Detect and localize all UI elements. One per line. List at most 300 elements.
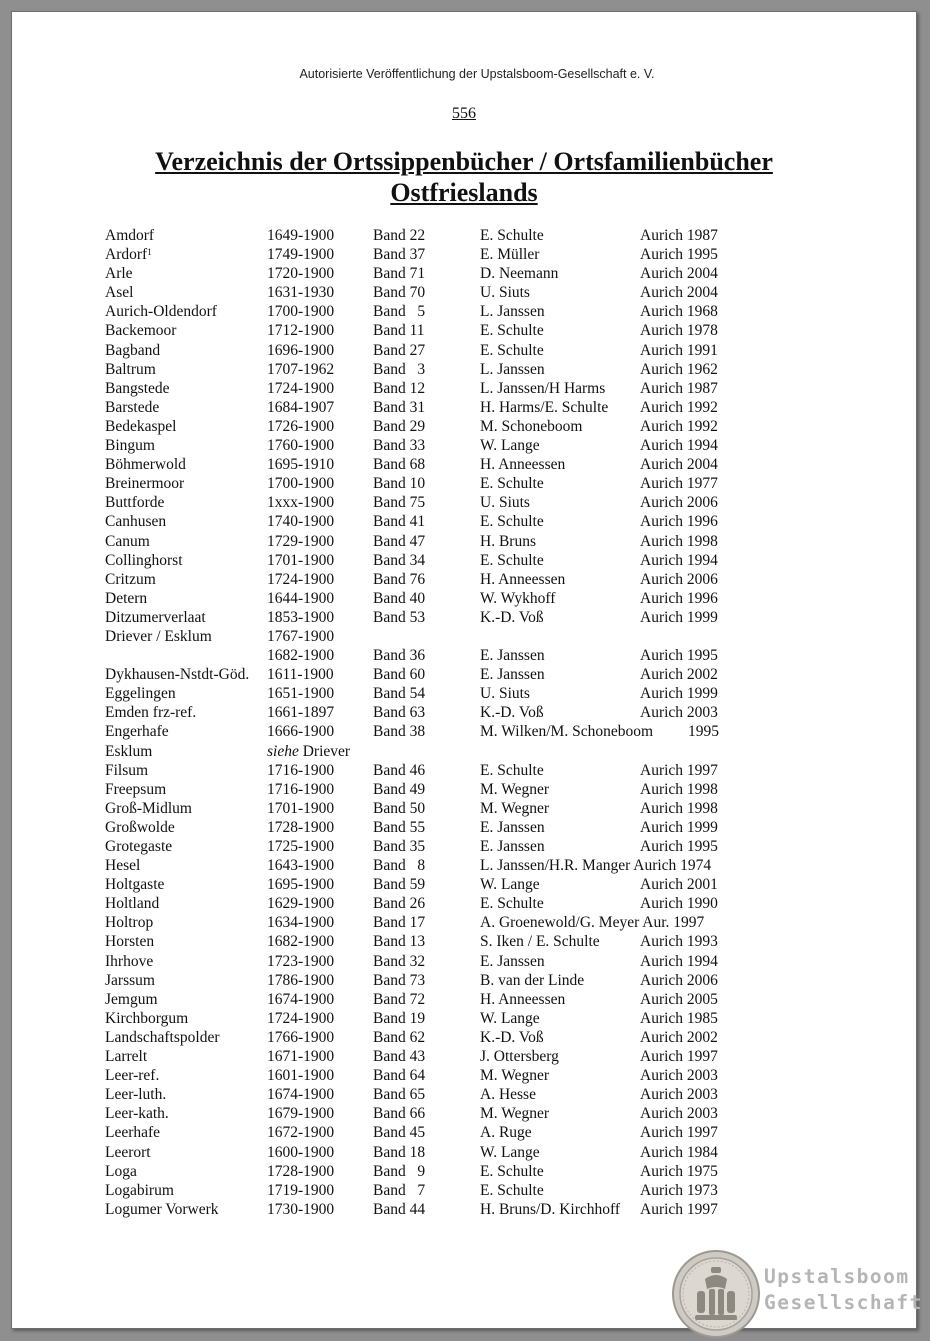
place-text: Emden frz-ref. bbox=[105, 704, 197, 722]
band-number: Band 3 bbox=[373, 360, 426, 378]
publication: Aurich 1997 bbox=[640, 761, 718, 779]
place-name bbox=[105, 321, 176, 340]
place-text: Bingum bbox=[105, 437, 155, 455]
place-text: Ardorf bbox=[105, 246, 148, 264]
table-row bbox=[105, 417, 825, 436]
years-range: 1679-1900 bbox=[267, 1105, 335, 1123]
publication: Aurich 2005 bbox=[640, 990, 718, 1008]
author: E. Schulte bbox=[480, 761, 544, 779]
years-range: 1672-1900 bbox=[267, 1124, 335, 1142]
author: E. Schulte bbox=[480, 1162, 544, 1180]
years-range: 1644-1900 bbox=[267, 589, 335, 607]
publication: 1995 bbox=[688, 723, 719, 741]
author: S. Iken / E. Schulte bbox=[480, 933, 600, 951]
publication: Aurich 1994 bbox=[640, 437, 718, 455]
band-number: Band 75 bbox=[373, 494, 426, 512]
place-name bbox=[105, 264, 133, 283]
band-number: Band 47 bbox=[373, 532, 426, 550]
author: U. Siuts bbox=[480, 685, 530, 703]
see-target: Driever bbox=[298, 742, 351, 760]
publication: Aurich 1999 bbox=[640, 685, 718, 703]
band-number: Band 70 bbox=[373, 284, 426, 302]
place-name bbox=[105, 837, 172, 856]
years-range: 1684-1907 bbox=[267, 398, 335, 416]
place-text: Filsum bbox=[105, 761, 149, 779]
author: E. Janssen bbox=[480, 666, 545, 684]
publication: Aurich 1991 bbox=[640, 341, 718, 359]
publication: Aurich 2004 bbox=[640, 265, 718, 283]
place-name bbox=[105, 245, 152, 264]
place-text: Ihrhove bbox=[105, 952, 154, 970]
place-name bbox=[105, 589, 147, 608]
author: U. Siuts bbox=[480, 284, 530, 302]
table-row bbox=[105, 894, 825, 913]
author: U. Siuts bbox=[480, 494, 530, 512]
band-number: Band 37 bbox=[373, 246, 426, 264]
table-row bbox=[105, 703, 825, 722]
place-text: Engerhafe bbox=[105, 723, 169, 741]
place-name bbox=[105, 283, 133, 302]
place-text: Leer-ref. bbox=[105, 1067, 160, 1085]
author: M. Wilken/M. Schoneboom bbox=[480, 723, 654, 741]
years-range: 1674-1900 bbox=[267, 990, 335, 1008]
table-row bbox=[105, 226, 825, 245]
place-name bbox=[105, 1143, 151, 1162]
table-row bbox=[105, 837, 825, 856]
years-range: 1786-1900 bbox=[267, 971, 335, 989]
years-range: 1749-1900 bbox=[267, 246, 335, 264]
place-text: Leer-kath. bbox=[105, 1105, 169, 1123]
table-row bbox=[105, 684, 825, 703]
publication: Aurich 2002 bbox=[640, 666, 718, 684]
band-number: Band 13 bbox=[373, 933, 426, 951]
publication: Aurich 2004 bbox=[640, 284, 718, 302]
years-range: 1649-1900 bbox=[267, 227, 335, 244]
place-name bbox=[105, 780, 166, 799]
band-number: Band 36 bbox=[373, 647, 426, 665]
title-line-2: Ostfrieslands bbox=[390, 178, 538, 207]
place-text: Freepsum bbox=[105, 780, 167, 798]
band-number: Band 38 bbox=[373, 723, 426, 741]
author: D. Neemann bbox=[480, 265, 559, 283]
place-text: Kirchborgum bbox=[105, 1009, 189, 1027]
table-row bbox=[105, 875, 825, 894]
band-number: Band 43 bbox=[373, 1048, 426, 1066]
place-name bbox=[105, 570, 156, 589]
place-text: Detern bbox=[105, 589, 148, 607]
place-text: Esklum bbox=[105, 742, 153, 760]
place-name bbox=[105, 417, 176, 436]
years-range: 1716-1900 bbox=[267, 780, 335, 798]
table-row bbox=[105, 742, 825, 761]
publication: Aurich 1992 bbox=[640, 398, 718, 416]
place-name bbox=[105, 1104, 169, 1123]
table-row bbox=[105, 1028, 825, 1047]
table-row bbox=[105, 570, 825, 589]
publication: Aurich 1978 bbox=[640, 322, 718, 340]
place-text: Critzum bbox=[105, 570, 156, 588]
author: W. Lange bbox=[480, 876, 540, 894]
years-range: 1716-1900 bbox=[267, 761, 335, 779]
years-range: 1724-1900 bbox=[267, 379, 335, 397]
band-number: Band 66 bbox=[373, 1105, 426, 1123]
place-name bbox=[105, 436, 155, 455]
band-number: Band 29 bbox=[373, 417, 426, 435]
table-row bbox=[105, 512, 825, 531]
place-name bbox=[105, 856, 140, 875]
author: W. Lange bbox=[480, 1009, 540, 1027]
place-name bbox=[105, 551, 183, 570]
place-text: Grotegaste bbox=[105, 838, 173, 855]
publication: Aurich 2003 bbox=[640, 1067, 718, 1085]
band-number: Band 5 bbox=[373, 303, 426, 321]
author: L. Janssen bbox=[480, 303, 545, 321]
band-number: Band 44 bbox=[373, 1200, 426, 1218]
place-name bbox=[105, 1123, 160, 1142]
table-row bbox=[105, 1085, 825, 1104]
place-text: Eggelingen bbox=[105, 685, 176, 703]
publication: Aurich 1987 bbox=[640, 379, 718, 397]
publication: Aurich 1996 bbox=[640, 589, 718, 607]
band-number: Band 12 bbox=[373, 379, 426, 397]
table-row bbox=[105, 264, 825, 283]
years-range: 1767-1900 bbox=[267, 627, 335, 645]
band-number: Band 22 bbox=[373, 227, 426, 244]
publication: Aurich 2006 bbox=[640, 971, 718, 989]
author: M. Wegner bbox=[480, 1105, 550, 1123]
society-logo-text bbox=[764, 1264, 924, 1316]
publication: Aurich 1995 bbox=[640, 838, 718, 855]
band-number: Band 7 bbox=[373, 1181, 426, 1199]
place-name bbox=[105, 952, 153, 971]
table-row bbox=[105, 436, 825, 455]
place-text: Leerhafe bbox=[105, 1124, 161, 1142]
place-text: Larrelt bbox=[105, 1048, 148, 1066]
place-text: Canum bbox=[105, 532, 150, 550]
publication: Aurich 2004 bbox=[640, 456, 718, 474]
years-range: 1707-1962 bbox=[267, 360, 335, 378]
place-name bbox=[105, 1162, 137, 1181]
page-header: Autorisierte Veröffentlichung der Upstalsboom-Gesellschaft e. V. bbox=[299, 67, 655, 81]
table-row bbox=[105, 474, 825, 493]
band-number: Band 63 bbox=[373, 704, 426, 722]
place-text: Groß-Midlum bbox=[105, 799, 192, 817]
place-name bbox=[105, 722, 169, 741]
place-text: Asel bbox=[105, 284, 134, 302]
table-row bbox=[105, 722, 825, 741]
years-range: 1728-1900 bbox=[267, 1162, 335, 1180]
place-name bbox=[105, 894, 159, 913]
table-row bbox=[105, 932, 825, 951]
publication: Aurich 1997 bbox=[640, 1048, 718, 1066]
publication: Aurich 2002 bbox=[640, 1028, 718, 1046]
table-row bbox=[105, 1047, 825, 1066]
publication: Aurich 2003 bbox=[640, 1086, 718, 1104]
publication: Aurich 1998 bbox=[640, 780, 718, 798]
band-number: Band 68 bbox=[373, 456, 426, 474]
place-text: Böhmerwold bbox=[105, 456, 186, 474]
place-name bbox=[105, 1066, 159, 1085]
band-number: Band 11 bbox=[373, 322, 425, 340]
place-name bbox=[105, 665, 249, 684]
years-range: 1712-1900 bbox=[267, 322, 335, 340]
table-row bbox=[105, 1104, 825, 1123]
table-row bbox=[105, 341, 825, 360]
place-text: Arle bbox=[105, 265, 133, 283]
band-number: Band 55 bbox=[373, 818, 426, 836]
years-range: 1682-1900 bbox=[267, 933, 335, 951]
table-row bbox=[105, 665, 825, 684]
years-range: 1728-1900 bbox=[267, 818, 335, 836]
place-text: Loga bbox=[105, 1162, 137, 1180]
page-title bbox=[12, 146, 916, 208]
table-row bbox=[105, 913, 825, 932]
publication: Aurich 1993 bbox=[640, 933, 718, 951]
publication: Aurich 1995 bbox=[640, 647, 718, 665]
years-range: 1729-1900 bbox=[267, 532, 335, 550]
band-number: Band 45 bbox=[373, 1124, 426, 1142]
publication: Aurich 1994 bbox=[640, 952, 718, 970]
table-row bbox=[105, 780, 825, 799]
publication: Aurich 1962 bbox=[640, 360, 718, 378]
years-range: 1701-1900 bbox=[267, 799, 335, 817]
place-text: Holtland bbox=[105, 895, 160, 913]
author: E. Schulte bbox=[480, 227, 544, 244]
publication: Aurich 2006 bbox=[640, 494, 718, 512]
table-row bbox=[105, 302, 825, 321]
place-text: Bedekaspel bbox=[105, 417, 177, 435]
table-row bbox=[105, 1009, 825, 1028]
table-row bbox=[105, 1200, 825, 1219]
logo-line-2: Gesellschaft bbox=[764, 1291, 923, 1314]
author: E. Schulte bbox=[480, 1181, 544, 1199]
author: A. Ruge bbox=[480, 1124, 532, 1142]
table-row bbox=[105, 608, 825, 627]
years-range: 1719-1900 bbox=[267, 1181, 335, 1199]
table-row bbox=[105, 952, 825, 971]
table-row bbox=[105, 493, 825, 512]
author: W. Lange bbox=[480, 1143, 540, 1161]
publication: Aurich 1990 bbox=[640, 895, 718, 913]
years-range: 1726-1900 bbox=[267, 417, 335, 435]
author: L. Janssen bbox=[480, 360, 545, 378]
band-number: Band 50 bbox=[373, 799, 426, 817]
place-name bbox=[105, 1085, 166, 1104]
author: B. van der Linde bbox=[480, 971, 585, 989]
logo-line-1: Upstalsboom bbox=[764, 1265, 910, 1288]
publication: Aurich 1999 bbox=[640, 818, 718, 836]
place-text: Collinghorst bbox=[105, 551, 183, 569]
author: E. Janssen bbox=[480, 647, 545, 665]
band-number: Band 34 bbox=[373, 551, 426, 569]
publication: Aurich 1995 bbox=[640, 246, 718, 264]
place-text: Dykhausen-Nstdt-Göd. bbox=[105, 666, 250, 684]
years-range: 1629-1900 bbox=[267, 895, 335, 913]
place-text: Baltrum bbox=[105, 360, 156, 378]
table-row bbox=[105, 1162, 825, 1181]
place-name bbox=[105, 684, 176, 703]
author: H. Anneessen bbox=[480, 456, 566, 474]
place-name bbox=[105, 1028, 220, 1047]
author: E. Schulte bbox=[480, 341, 544, 359]
band-number: Band 10 bbox=[373, 475, 426, 493]
title-line-1: Verzeichnis der Ortssippenbücher / Ortsfamilienbücher bbox=[155, 147, 773, 176]
band-number: Band 59 bbox=[373, 876, 426, 894]
place-text: Jarssum bbox=[105, 971, 155, 989]
author: L. Janssen/H.R. Manger Aurich 1974 bbox=[480, 857, 712, 875]
table-row bbox=[105, 379, 825, 398]
table-row bbox=[105, 990, 825, 1009]
band-number: Band 54 bbox=[373, 685, 426, 703]
place-text: Jemgum bbox=[105, 990, 158, 1008]
publication: Aurich 1998 bbox=[640, 532, 718, 550]
author: E. Janssen bbox=[480, 952, 545, 970]
place-name bbox=[105, 532, 150, 551]
place-name bbox=[105, 512, 166, 531]
band-number: Band 73 bbox=[373, 971, 426, 989]
place-name bbox=[105, 341, 160, 360]
table-row bbox=[105, 818, 825, 837]
author: E. Schulte bbox=[480, 895, 544, 913]
band-number: Band 19 bbox=[373, 1009, 426, 1027]
band-number: Band 8 bbox=[373, 857, 426, 875]
years-range: 1671-1900 bbox=[267, 1048, 335, 1066]
seal-icon bbox=[671, 1249, 761, 1339]
publication: Aurich 1997 bbox=[640, 1124, 718, 1142]
table-row bbox=[105, 589, 825, 608]
years-range: 1725-1900 bbox=[267, 838, 335, 855]
band-number: Band 46 bbox=[373, 761, 426, 779]
publication: Aurich 1975 bbox=[640, 1162, 718, 1180]
publication: Aurich 2006 bbox=[640, 570, 718, 588]
publication: Aurich 1999 bbox=[640, 608, 718, 626]
publication: Aurich 2001 bbox=[640, 876, 718, 894]
author: A. Groenewold/G. Meyer Aur. 1997 bbox=[480, 914, 705, 932]
years-range: 1611-1900 bbox=[267, 666, 334, 684]
author: E. Schulte bbox=[480, 475, 544, 493]
place-name bbox=[105, 1047, 147, 1066]
place-text: Leerort bbox=[105, 1143, 151, 1161]
place-text: Großwolde bbox=[105, 818, 175, 836]
years-range: 1643-1900 bbox=[267, 857, 335, 875]
years-range: 1730-1900 bbox=[267, 1200, 335, 1218]
author: E. Janssen bbox=[480, 838, 545, 855]
place-name bbox=[105, 932, 154, 951]
years-range: 1724-1900 bbox=[267, 570, 335, 588]
author: K.-D. Voß bbox=[480, 1028, 544, 1046]
years-range: 1724-1900 bbox=[267, 1009, 335, 1027]
author: H. Anneessen bbox=[480, 990, 566, 1008]
place-name bbox=[105, 703, 196, 722]
place-name bbox=[105, 1181, 174, 1200]
band-number: Band 41 bbox=[373, 513, 426, 531]
years-range: 1760-1900 bbox=[267, 437, 335, 455]
page-number: 556 bbox=[452, 105, 476, 122]
place-text: Holtgaste bbox=[105, 876, 165, 894]
place-text: Logumer Vorwerk bbox=[105, 1200, 219, 1218]
years-range: 1xxx-1900 bbox=[267, 494, 335, 512]
author: W. Wykhoff bbox=[480, 589, 556, 607]
table-row bbox=[105, 856, 825, 875]
table-row bbox=[105, 321, 825, 340]
author: A. Hesse bbox=[480, 1086, 536, 1104]
band-number: Band 17 bbox=[373, 914, 426, 932]
place-text: Ditzumerverlaat bbox=[105, 608, 206, 626]
place-text: Bagband bbox=[105, 341, 161, 359]
table-row bbox=[105, 1066, 825, 1085]
author: K.-D. Voß bbox=[480, 704, 544, 722]
author: M. Wegner bbox=[480, 1067, 550, 1085]
footnote-marker: 1 bbox=[147, 247, 152, 258]
place-text: Logabirum bbox=[105, 1181, 174, 1199]
table-row bbox=[105, 1143, 825, 1162]
publication: Aurich 1973 bbox=[640, 1181, 718, 1199]
table-row bbox=[105, 360, 825, 379]
band-number: Band 32 bbox=[373, 952, 426, 970]
table-row bbox=[105, 971, 825, 990]
author: E. Schulte bbox=[480, 513, 544, 531]
place-text: Buttforde bbox=[105, 494, 165, 512]
band-number: Band 35 bbox=[373, 838, 426, 855]
table-row bbox=[105, 245, 825, 264]
place-text: Bangstede bbox=[105, 379, 170, 397]
band-number: Band 60 bbox=[373, 666, 426, 684]
publication: Aurich 1994 bbox=[640, 551, 718, 569]
place-name bbox=[105, 875, 164, 894]
author: E. Schulte bbox=[480, 551, 544, 569]
place-text: Leer-luth. bbox=[105, 1086, 167, 1104]
place-text: Driever / Esklum bbox=[105, 627, 212, 645]
author: K.-D. Voß bbox=[480, 608, 544, 626]
publication: Aurich 1996 bbox=[640, 513, 718, 531]
place-name bbox=[105, 627, 212, 646]
place-name bbox=[105, 474, 184, 493]
years-range: 1634-1900 bbox=[267, 914, 335, 932]
author: H. Harms/E. Schulte bbox=[480, 398, 609, 416]
band-number: Band 53 bbox=[373, 608, 426, 626]
place-text: Horsten bbox=[105, 933, 155, 951]
years-range: 1682-1900 bbox=[267, 647, 335, 665]
publication: Aurich 1992 bbox=[640, 417, 718, 435]
years-range: 1651-1900 bbox=[267, 685, 335, 703]
place-name bbox=[105, 398, 159, 417]
years-range: 1696-1900 bbox=[267, 341, 335, 359]
table-row bbox=[105, 627, 825, 646]
author: E. Müller bbox=[480, 246, 540, 264]
years-range: 1740-1900 bbox=[267, 513, 335, 531]
see-reference: siehe bbox=[267, 742, 299, 760]
place-text: Backemoor bbox=[105, 322, 177, 340]
band-number: Band 76 bbox=[373, 570, 426, 588]
years-range: 1666-1900 bbox=[267, 723, 335, 741]
publication: Aurich 1968 bbox=[640, 303, 718, 321]
band-number: Band 9 bbox=[373, 1162, 426, 1180]
place-name bbox=[105, 608, 206, 627]
years-range: 1600-1900 bbox=[267, 1143, 335, 1161]
place-text: Landschaftspolder bbox=[105, 1028, 220, 1046]
author: M. Wegner bbox=[480, 780, 550, 798]
place-name bbox=[105, 742, 152, 761]
place-name bbox=[105, 360, 156, 379]
years-range: 1695-1910 bbox=[267, 456, 335, 474]
years-range bbox=[267, 742, 350, 761]
author: E. Janssen bbox=[480, 818, 545, 836]
place-name bbox=[105, 493, 164, 512]
publication: Aurich 1985 bbox=[640, 1009, 718, 1027]
publication: Aurich 2003 bbox=[640, 704, 718, 722]
publication: Aurich 1997 bbox=[640, 1200, 718, 1218]
place-name bbox=[105, 761, 148, 780]
